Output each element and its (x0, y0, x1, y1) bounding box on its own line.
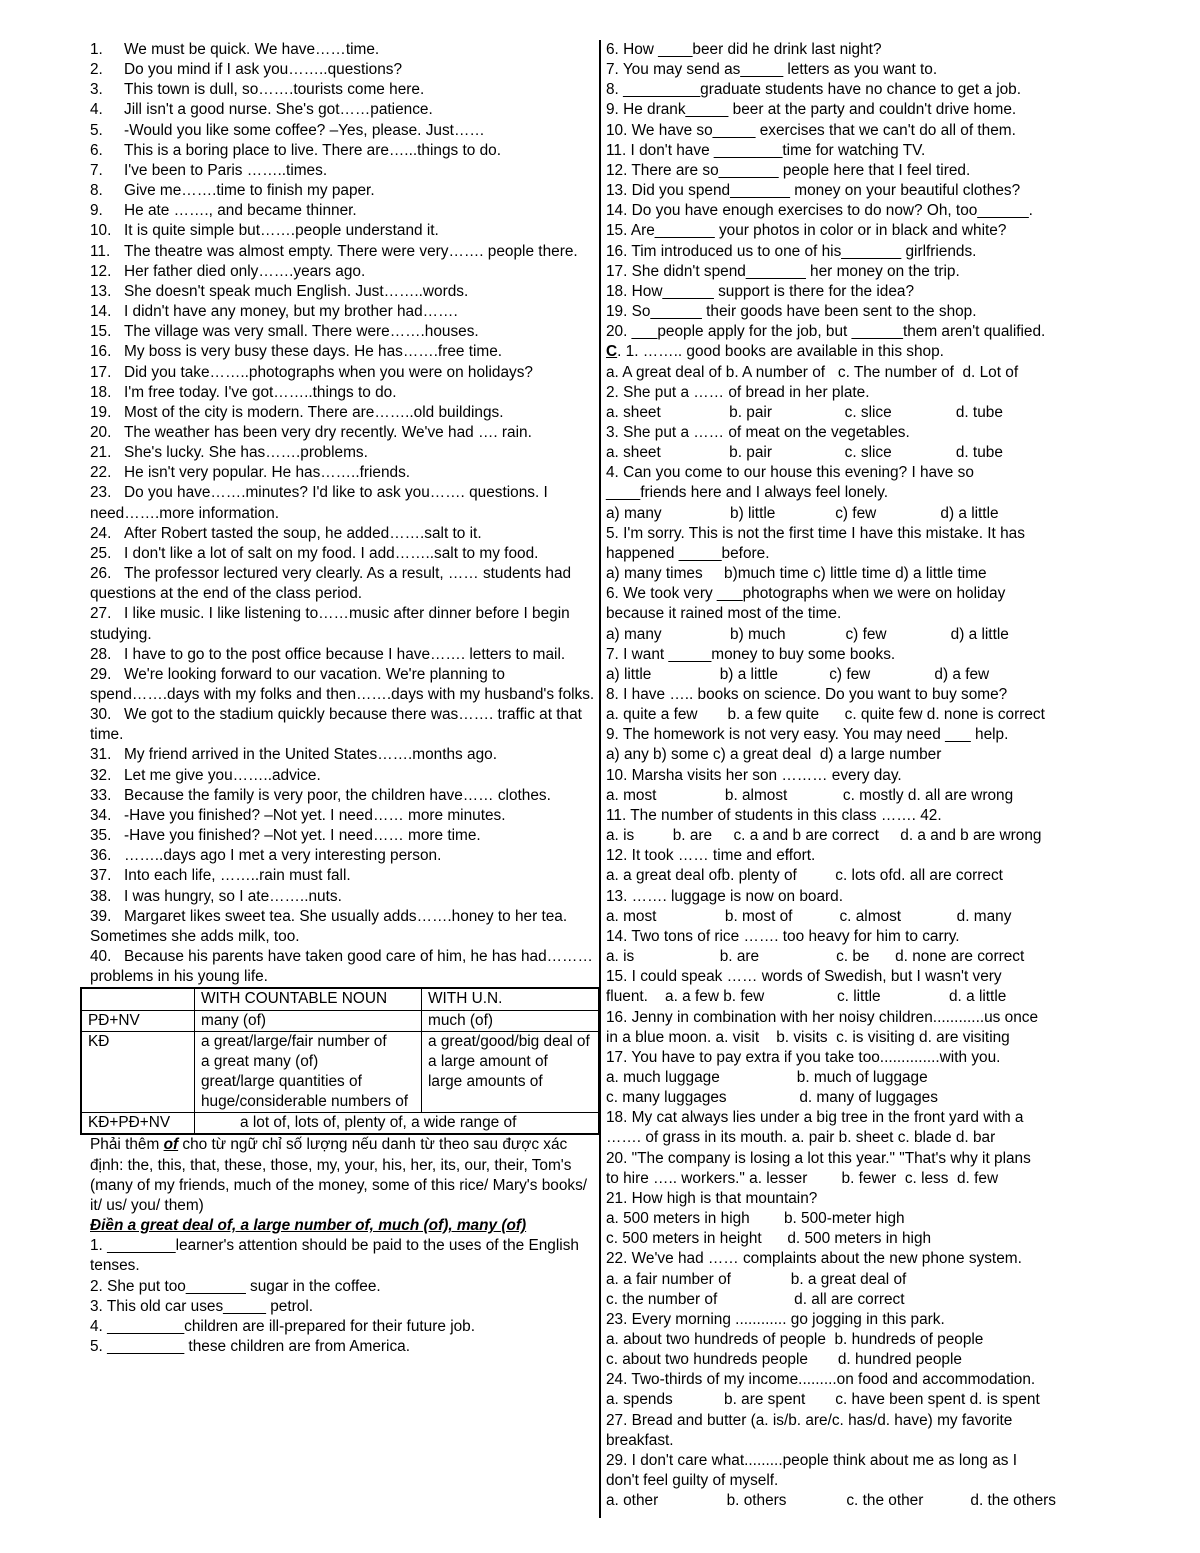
item-text: -Have you finished? –Not yet. I need…… more minutes. (124, 806, 506, 824)
item-number: 19. (90, 403, 112, 421)
item-number: 25. (90, 544, 112, 562)
table-header-empty (81, 988, 195, 1010)
text-line: ……. of grass in its mouth. a. pair b. sheet c. blade d. bar (606, 1129, 996, 1147)
item-number: 32. (90, 766, 112, 784)
text-line: a. is b. are c. be d. none are correct (606, 948, 1025, 966)
exercise-item (90, 907, 598, 947)
item-text: She's lucky. She has…….problems. (124, 444, 368, 462)
item-text: My boss is very busy these days. He has…….free time. (124, 343, 503, 361)
exercise-item (90, 201, 598, 221)
table-header-countable: WITH COUNTABLE NOUN (195, 988, 422, 1010)
text-line: c. about two hundreds people d. hundred people (606, 1351, 962, 1369)
item-text: The weather has been very dry recently. We've had …. rain. (124, 423, 532, 441)
exercise-item (90, 887, 598, 907)
text-line: fluent. a. a few b. few c. little d. a little (606, 988, 1007, 1006)
item-text: Do you have…….minutes? I'd like to ask you……. questions. I need…….more information. (90, 484, 553, 522)
section-c-first: . 1. …….. good books are available in this shop. (617, 343, 944, 361)
text-line: a) many b) much c) few d) a little (606, 625, 1009, 643)
text-line: 29. I don't care what.........people think about me as long as I (606, 1451, 1018, 1469)
text-line: a. spends b. are spent c. have been spent d. is spent (606, 1391, 1040, 1409)
exercise-item (90, 564, 598, 604)
section-c-intro (606, 342, 1106, 362)
exercise-item (90, 705, 598, 745)
item-text: I didn't have any money, but my brother had……. (124, 303, 458, 321)
text-line: 3. This old car uses_____ petrol. (90, 1297, 314, 1315)
table-row-label: PĐ+NV (81, 1010, 195, 1031)
text-line: a) many times b)much time c) little time d) a little time (606, 565, 987, 583)
item-text: We're looking forward to our vacation. We're planning to spend…….days with my folks and then…….days with my husband's folks. (90, 665, 595, 703)
item-text: I have to go to the post office because I have……. letters to mail. (124, 645, 566, 663)
text-line: a. sheet b. pair c. slice d. tube (606, 403, 1003, 421)
item-number: 21. (90, 444, 112, 462)
exercise-item (90, 645, 598, 665)
column-divider (599, 40, 601, 1518)
item-number: 38. (90, 887, 112, 905)
exercise-item (90, 302, 598, 322)
text-line: a. is b. are c. a and b are correct d. a and b are wrong (606, 827, 1042, 845)
text-line: 8. _________graduate students have no chance to get a job. (606, 81, 1022, 99)
item-number: 37. (90, 867, 112, 885)
item-text: This town is dull, so…….tourists come here. (124, 81, 425, 99)
item-text: My friend arrived in the United States…….months ago. (124, 746, 497, 764)
text-line: a. a great deal ofb. plenty of c. lots ofd. all are correct (606, 867, 1003, 885)
table-cell-uncountable: a great/good/big deal of a large amount of large amounts of (422, 1031, 600, 1113)
text-line: 13. Did you spend_______ money on your beautiful clothes? (606, 182, 1021, 200)
item-number: 33. (90, 786, 112, 804)
item-text: It is quite simple but…….people understand it. (124, 222, 439, 240)
of-note-pre: Phải thêm (90, 1136, 164, 1154)
item-number: 34. (90, 806, 112, 824)
exercise-item (90, 342, 598, 362)
exercise-item (90, 282, 598, 302)
table-row-label: KĐ+PĐ+NV (81, 1113, 195, 1135)
text-line: 21. How high is that mountain? (606, 1189, 818, 1207)
exercise-list-c (606, 40, 1106, 342)
text-line: 10. Marsha visits her son ……… every day. (606, 766, 902, 784)
exercise-item (90, 766, 598, 786)
exercise-item (90, 604, 598, 644)
item-number: 8. (90, 182, 103, 200)
text-line: because it rained most of the time. (606, 605, 842, 623)
item-text: Margaret likes sweet tea. She usually adds…….honey to her tea. Sometimes she adds milk, too. (90, 907, 572, 945)
item-text: The theatre was almost empty. There were very……. people there. (124, 242, 578, 260)
text-line: 19. So______ their goods have been sent to the shop. (606, 303, 977, 321)
item-text: -Have you finished? –Not yet. I need…… more time. (124, 827, 481, 845)
item-number: 36. (90, 847, 112, 865)
exercise-item (90, 524, 598, 544)
exercise-item (90, 745, 598, 765)
item-number: 31. (90, 746, 112, 764)
item-number: 27. (90, 605, 112, 623)
item-text: We got to the stadium quickly because there was……. traffic at that time. (90, 706, 587, 744)
exercise-item (90, 40, 598, 60)
item-number: 10. (90, 222, 112, 240)
item-text: He ate ……., and became thinner. (124, 202, 357, 220)
item-number: 6. (90, 141, 103, 159)
exercise-list-d (606, 363, 1106, 1512)
text-line: to hire ….. workers." a. lesser b. fewer c. less d. few (606, 1169, 999, 1187)
item-text: Jill isn't a good nurse. She's got……patience. (124, 101, 433, 119)
item-text: I've been to Paris ……..times. (124, 161, 328, 179)
item-text: This is a boring place to live. There are…...things to do. (124, 141, 501, 159)
text-line: a) many b) little c) few d) a little (606, 504, 999, 522)
item-text: After Robert tasted the soup, he added…….salt to it. (124, 524, 482, 542)
text-line: 24. Two-thirds of my income.........on food and accommodation. (606, 1371, 1036, 1389)
item-text: Because his parents have taken good care of him, he has had………problems in his young life. (90, 948, 593, 986)
text-line: a. a fair number of b. a great deal of (606, 1270, 907, 1288)
text-line: 16. Tim introduced us to one of his_______ girlfriends. (606, 242, 977, 260)
of-note-keyword: of (163, 1136, 179, 1154)
of-note-post: cho từ ngữ chỉ số lượng nếu danh từ theo sau được xác định: the, this, that, these, those, my, your, his, her, its, our, their, Tom's (many of my friends, much of the money, some of this rice/ Mary's books/ it/ us/ you/ them) (90, 1136, 592, 1214)
exercise-item (90, 141, 598, 161)
text-line: 3. She put a …… of meat on the vegetables. (606, 423, 910, 441)
item-text: The village was very small. There were…….houses. (124, 323, 479, 341)
text-line: 4. _________children are ill-prepared for their future job. (90, 1317, 476, 1335)
text-line: 2. She put a …… of bread in her plate. (606, 383, 870, 401)
text-line: 22. We've had …… complaints about the new phone system. (606, 1250, 1022, 1268)
item-number: 35. (90, 827, 112, 845)
item-number: 4. (90, 101, 103, 119)
item-text: Her father died only…….years ago. (124, 262, 366, 280)
text-line: 18. My cat always lies under a big tree in the front yard with a (606, 1109, 1024, 1127)
text-line: in a blue moon. a. visit b. visits c. is visiting d. are visiting (606, 1028, 1010, 1046)
exercise-item (90, 665, 598, 705)
item-number: 29. (90, 665, 112, 683)
text-line: a. A great deal of b. A number of c. The number of d. Lot of (606, 363, 1019, 381)
item-number: 17. (90, 363, 112, 381)
exercise-item (90, 806, 598, 826)
text-line: 18. How______ support is there for the idea? (606, 282, 915, 300)
exercise-list-b (90, 1236, 598, 1357)
table-cell-both: a lot of, lots of, plenty of, a wide range of (195, 1113, 600, 1135)
item-text: We must be quick. We have……time. (124, 41, 380, 58)
text-line: c. the number of d. all are correct (606, 1290, 905, 1308)
item-text: Most of the city is modern. There are……..old buildings. (124, 403, 504, 421)
section-c-label: C (606, 343, 618, 361)
item-text: I'm free today. I've got……..things to do. (124, 383, 397, 401)
text-line: 12. It took …… time and effort. (606, 847, 816, 865)
item-number: 30. (90, 706, 112, 724)
item-text: ……..days ago I met a very interesting person. (124, 847, 442, 865)
exercise-item (90, 80, 598, 100)
exercise-item (90, 262, 598, 282)
text-line: a. other b. others c. the other d. the others (606, 1492, 1056, 1510)
quantifier-table (80, 987, 600, 1135)
item-number: 2. (90, 61, 103, 79)
text-line: c. many luggages d. many of luggages (606, 1089, 938, 1107)
text-line: a. most b. most of c. almost d. many (606, 907, 1012, 925)
exercise-item (90, 161, 598, 181)
text-line: a. quite a few b. a few quite c. quite few d. none is correct (606, 706, 1045, 724)
item-number: 24. (90, 524, 112, 542)
item-text: I don't like a lot of salt on my food. I add……..salt to my food. (124, 544, 539, 562)
item-text: The professor lectured very clearly. As a result, …… students had questions at the end of the class period. (90, 565, 576, 603)
item-number: 18. (90, 383, 112, 401)
item-number: 23. (90, 484, 112, 502)
text-line: don't feel guilty of myself. (606, 1472, 779, 1490)
text-line: 14. Do you have enough exercises to do now? Oh, too______. (606, 202, 1033, 220)
text-line: a. about two hundreds of people b. hundreds of people (606, 1331, 984, 1348)
text-line: 9. The homework is not very easy. You may need ___ help. (606, 726, 1009, 744)
exercise-item (90, 60, 598, 80)
text-line: 23. Every morning ............ go jogging in this park. (606, 1310, 945, 1328)
text-line: happened _____before. (606, 544, 770, 562)
of-note (90, 1135, 598, 1216)
text-line: 6. How ____beer did he drink last night? (606, 41, 882, 58)
text-line: 9. He drank_____ beer at the party and couldn't drive home. (606, 101, 1017, 119)
text-line: 13. ……. luggage is now on board. (606, 887, 843, 905)
exercise-item (90, 826, 598, 846)
text-line: 4. Can you come to our house this evening? I have so (606, 464, 974, 482)
text-line: a. 500 meters in high b. 500-meter high (606, 1210, 905, 1228)
item-text: Because the family is very poor, the children have…… clothes. (124, 786, 551, 804)
exercise-item (90, 866, 598, 886)
text-line: 11. I don't have ________time for watching TV. (606, 141, 926, 159)
item-text: Into each life, ……..rain must fall. (124, 867, 351, 885)
text-line: a. most b. almost c. mostly d. all are wrong (606, 786, 1014, 804)
item-text: Did you take……..photographs when you were on holidays? (124, 363, 533, 381)
exercise-item (90, 483, 598, 523)
text-line: 5. _________ these children are from America. (90, 1338, 410, 1355)
item-number: 9. (90, 202, 103, 220)
exercise-item (90, 121, 598, 141)
text-line: a. sheet b. pair c. slice d. tube (606, 444, 1003, 462)
item-number: 28. (90, 645, 112, 663)
text-line: 12. There are so_______ people here that I feel tired. (606, 161, 971, 179)
item-number: 3. (90, 81, 103, 99)
exercise-item (90, 403, 598, 423)
exercise-list-a (90, 40, 598, 987)
exercise-item (90, 947, 598, 987)
exercise-item (90, 100, 598, 120)
item-text: Let me give you……..advice. (124, 766, 321, 784)
text-line: c. 500 meters in height d. 500 meters in high (606, 1230, 932, 1248)
exercise-item (90, 544, 598, 564)
item-number: 14. (90, 303, 112, 321)
text-line: 8. I have ….. books on science. Do you want to buy some? (606, 686, 1008, 703)
text-line: a) any b) some c) a great deal d) a large number (606, 746, 942, 764)
text-line: 14. Two tons of rice ……. too heavy for him to carry. (606, 927, 960, 945)
text-line: a. much luggage b. much of luggage (606, 1068, 928, 1086)
text-line: 17. You have to pay extra if you take too..............with you. (606, 1048, 1001, 1066)
exercise-item (90, 221, 598, 241)
item-number: 15. (90, 323, 112, 341)
item-text: -Would you like some coffee? –Yes, please. Just…… (124, 121, 485, 139)
item-text: I was hungry, so I ate……..nuts. (124, 887, 342, 905)
text-line: 20. "The company is losing a lot this year." "That's why it plans (606, 1149, 1031, 1167)
exercise-item (90, 463, 598, 483)
text-line: 16. Jenny in combination with her noisy children............us once (606, 1008, 1039, 1026)
item-number: 20. (90, 423, 112, 441)
item-text: Do you mind if I ask you……..questions? (124, 61, 403, 79)
text-line: 2. She put too_______ sugar in the coffee. (90, 1277, 381, 1295)
text-line: 15. Are_______ your photos in color or in black and white? (606, 222, 1007, 240)
item-number: 12. (90, 262, 112, 280)
table-cell-uncountable: much (of) (422, 1010, 600, 1031)
exercise-item (90, 363, 598, 383)
table-cell-countable: many (of) (195, 1010, 422, 1031)
section-heading: Điền a great deal of, a large number of, much (of), many (of) (90, 1217, 527, 1235)
text-line: breakfast. (606, 1431, 674, 1449)
item-text: I like music. I like listening to……music after dinner before I begin studying. (90, 605, 574, 643)
exercise-item (90, 181, 598, 201)
right-column (606, 40, 1106, 1511)
table-row-label: KĐ (81, 1031, 195, 1113)
text-line: 15. I could speak …… words of Swedish, but I wasn't very (606, 968, 1002, 986)
item-number: 5. (90, 121, 103, 139)
table-header-uncountable: WITH U.N. (422, 988, 600, 1010)
text-line: 20. ___people apply for the job, but ______them aren't qualified. (606, 323, 1046, 341)
item-text: She doesn't speak much English. Just……..words. (124, 282, 469, 300)
item-number: 11. (90, 242, 111, 260)
item-text: Give me…….time to finish my paper. (124, 182, 375, 200)
exercise-item (90, 846, 598, 866)
item-number: 22. (90, 464, 112, 482)
text-line: 6. We took very ___photographs when we were on holiday (606, 585, 1006, 603)
item-number: 1. (90, 41, 103, 58)
text-line: 7. I want _____money to buy some books. (606, 645, 896, 663)
item-number: 13. (90, 282, 112, 300)
exercise-item (90, 383, 598, 403)
text-line: a) little b) a little c) few d) a few (606, 665, 990, 683)
text-line: 1. ________learner's attention should be paid to the uses of the English tenses. (90, 1237, 584, 1275)
table-cell-countable: a great/large/fair number of a great many (of) great/large quantities of huge/considerable numbers of (195, 1031, 422, 1113)
exercise-item (90, 786, 598, 806)
item-number: 39. (90, 907, 112, 925)
item-number: 26. (90, 565, 112, 583)
item-number: 40. (90, 948, 112, 966)
exercise-item (90, 423, 598, 443)
text-line: 11. The number of students in this class ……. 42. (606, 806, 942, 824)
exercise-item (90, 322, 598, 342)
text-line: ____friends here and I always feel lonely. (606, 484, 889, 502)
exercise-item (90, 443, 598, 463)
exercise-item (90, 242, 598, 262)
left-column (90, 40, 598, 1357)
text-line: 5. I'm sorry. This is not the first time I have this mistake. It has (606, 524, 1025, 542)
item-number: 7. (90, 161, 103, 179)
item-text: He isn't very popular. He has……..friends. (124, 464, 411, 482)
text-line: 10. We have so_____ exercises that we can't do all of them. (606, 121, 1016, 139)
item-number: 16. (90, 343, 112, 361)
text-line: 27. Bread and butter (a. is/b. are/c. has/d. have) my favorite (606, 1411, 1013, 1429)
text-line: 17. She didn't spend_______ her money on the trip. (606, 262, 960, 280)
text-line: 7. You may send as_____ letters as you want to. (606, 61, 938, 79)
